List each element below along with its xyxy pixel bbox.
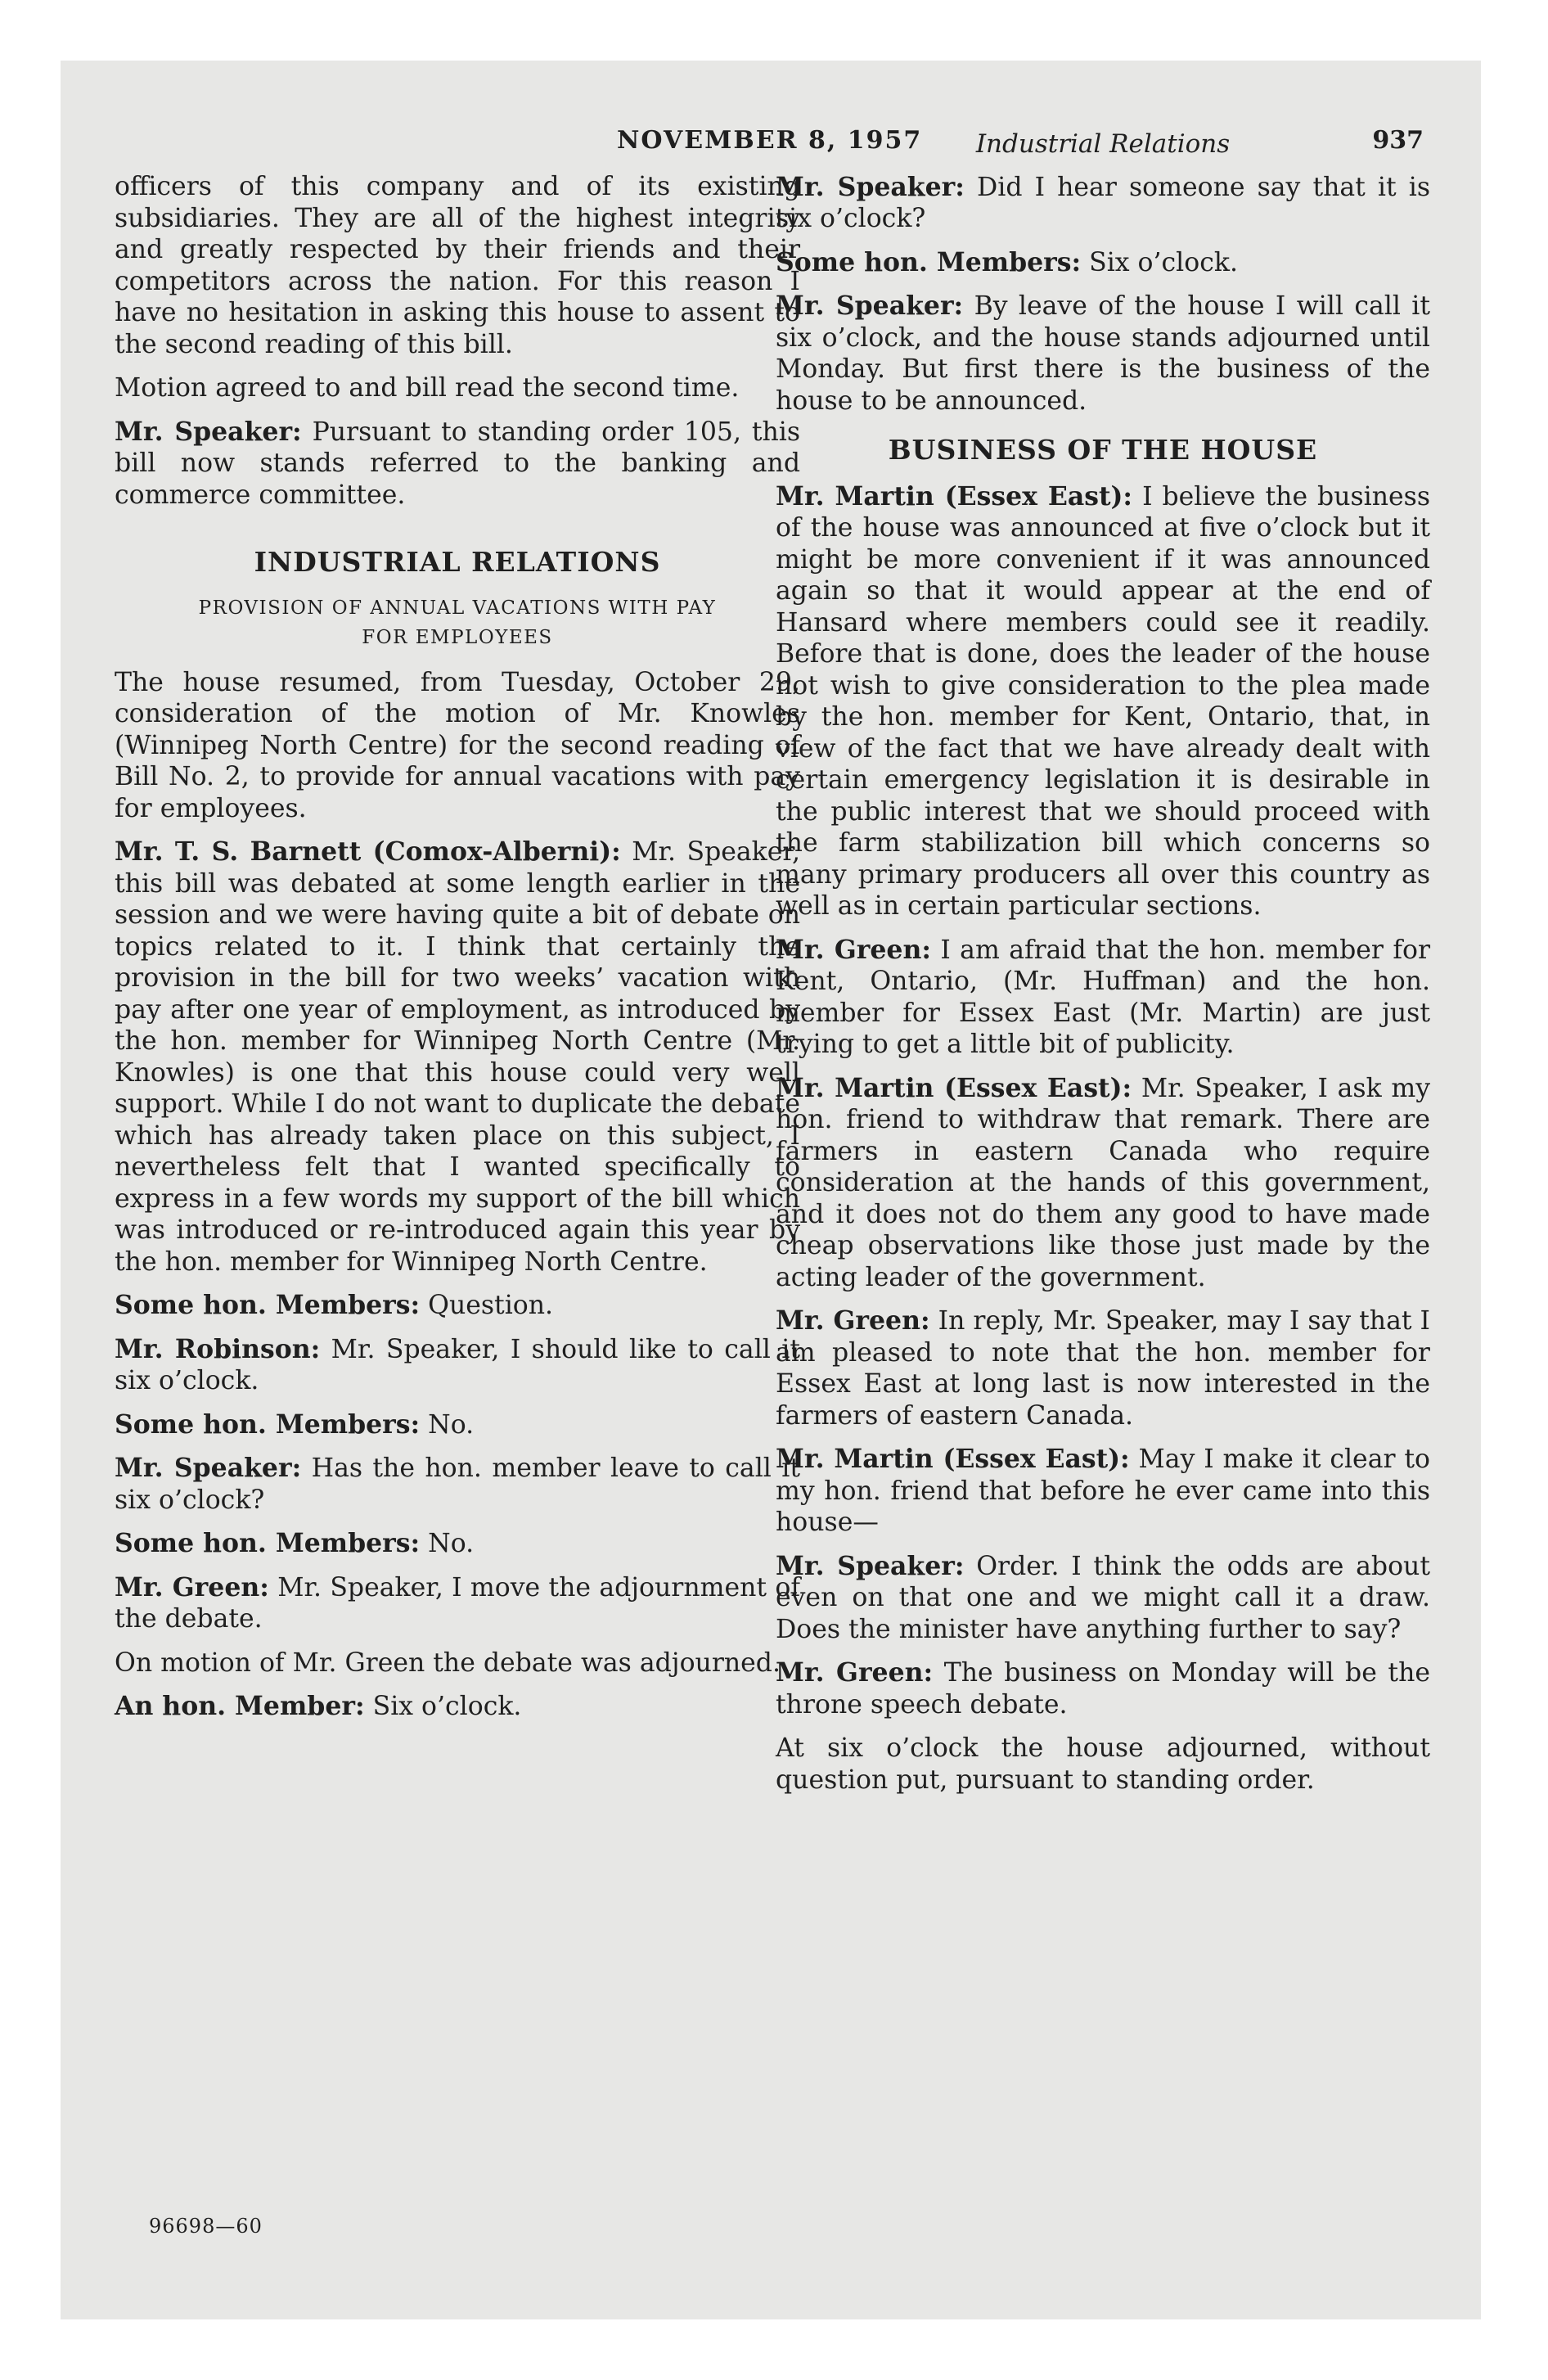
paragraph bbox=[115, 836, 800, 1278]
section-title-industrial-relations: INDUSTRIAL RELATIONS bbox=[254, 546, 661, 578]
paragraph bbox=[115, 1572, 800, 1635]
speaker-label: Mr. Martin (Essex East): bbox=[776, 1072, 1132, 1103]
speaker-label: Mr. T. S. Barnett (Comox-Alberni): bbox=[115, 836, 621, 867]
paragraph-text: Has the hon. member leave to call it six o’clock? bbox=[115, 1454, 800, 1515]
paragraph bbox=[115, 1290, 800, 1322]
paragraph-text: Did I hear someone say that it is six o’clock? bbox=[776, 172, 1430, 233]
paragraph bbox=[115, 1409, 800, 1441]
paragraph bbox=[115, 372, 800, 404]
speaker-label: Mr. Green: bbox=[776, 1657, 934, 1688]
header-date: NOVEMBER 8, 1957 bbox=[617, 126, 923, 155]
speaker-label: Mr. Martin (Essex East): bbox=[776, 480, 1133, 512]
section-title-business-of-the-house: BUSINESS OF THE HOUSE bbox=[888, 434, 1318, 466]
paragraph bbox=[776, 1305, 1430, 1431]
paragraph bbox=[776, 172, 1430, 235]
section-subtitle bbox=[115, 593, 800, 652]
paragraph-text: The business on Monday will be the throne speech debate. bbox=[776, 1658, 1430, 1720]
speaker-label: Some hon. Members: bbox=[115, 1290, 421, 1320]
paragraph-text: Mr. Speaker, I should like to call it six o’clock. bbox=[115, 1334, 800, 1395]
left-paragraphs-2 bbox=[115, 667, 800, 1723]
subtitle-line-2: FOR EMPLOYEES bbox=[362, 626, 553, 648]
paragraph bbox=[776, 1073, 1430, 1294]
paragraph-text: May I make it clear to my hon. friend that before he ever came into this house— bbox=[776, 1445, 1430, 1537]
right-paragraphs-2 bbox=[776, 481, 1430, 1796]
speaker-label: Mr. Green: bbox=[776, 1305, 930, 1336]
paragraph-text: officers of this company and of its existing subsidiaries. They are all of the highest integrity and greatly respected by their friends and their competitors across the nation. For this reason I have no hesitation in asking this house to assent to the second reading of this bill. bbox=[115, 172, 800, 359]
speaker-label: An hon. Member: bbox=[115, 1691, 365, 1721]
speaker-label: Some hon. Members: bbox=[115, 1409, 421, 1440]
paragraph bbox=[115, 417, 800, 512]
paragraph-text: I am afraid that the hon. member for Kent, Ontario, (Mr. Huffman) and the hon. member for Essex East (Mr. Martin) are just trying to get a little bit of publicity. bbox=[776, 935, 1430, 1059]
paragraph bbox=[776, 481, 1430, 922]
left-paragraphs-1 bbox=[115, 171, 800, 511]
speaker-label: Mr. Speaker: bbox=[115, 416, 302, 447]
paragraph-text: Mr. Speaker, I ask my hon. friend to withdraw that remark. There are farmers in eastern Canada who require consideration at the hands of this government, and it does not do them any good to have made cheap observations like those just made by the acting leader of the government. bbox=[776, 1073, 1430, 1292]
paragraph-text: Order. I think the odds are about even on that one and we might call it a draw. Does the minister have anything further to say? bbox=[776, 1551, 1430, 1644]
speaker-label: Mr. Speaker: bbox=[776, 171, 965, 202]
speaker-label: Mr. Green: bbox=[115, 1571, 269, 1602]
paragraph-text: On motion of Mr. Green the debate was adjourned. bbox=[115, 1648, 781, 1678]
paragraph bbox=[776, 291, 1430, 417]
paragraph-text: In reply, Mr. Speaker, may I say that I am pleased to note that the hon. member for Essex East at long last is now interested in the farmers of eastern Canada. bbox=[776, 1306, 1430, 1431]
paragraph bbox=[115, 667, 800, 825]
right-paragraphs-1 bbox=[776, 172, 1430, 417]
page-number: 937 bbox=[1372, 126, 1424, 155]
speaker-label: Mr. Martin (Essex East): bbox=[776, 1444, 1130, 1474]
speaker-label: Mr. Speaker: bbox=[115, 1453, 302, 1483]
paragraph-text: Motion agreed to and bill read the second time. bbox=[115, 373, 740, 403]
speaker-label: Some hon. Members: bbox=[776, 246, 1082, 277]
paragraph-text: At six o’clock the house adjourned, without question put, pursuant to standing order. bbox=[776, 1733, 1430, 1795]
paragraph bbox=[776, 935, 1430, 1061]
paragraph bbox=[776, 247, 1430, 279]
paragraph-text: Six o’clock. bbox=[1089, 247, 1238, 277]
paragraph bbox=[115, 1648, 800, 1679]
paragraph-text: The house resumed, from Tuesday, October 29, consideration of the motion of Mr. Knowles (Winnipeg North Centre) for the second reading of Bill No. 2, to provide for annual vacations with pay for employees. bbox=[115, 667, 800, 823]
paragraph bbox=[776, 1444, 1430, 1539]
paragraph-text: No. bbox=[428, 1409, 475, 1440]
paragraph bbox=[115, 1528, 800, 1560]
paragraph-text: Question. bbox=[428, 1291, 554, 1320]
paragraph bbox=[115, 1691, 800, 1723]
paragraph-text: I believe the business of the house was announced at five o’clock but it might be more convenient if it was announced again so that it would appear at the end of Hansard where members could see it readily. Before that is done, does the leader of the house not wish to give consideration to the plea made by the hon. member for Kent, Ontario, that, in view of the fact that we have already dealt with certain emergency legislation it is desirable in the public interest that we should proceed with the farm stabilization bill which concerns so many primary producers all over this country as well as in certain particular sections. bbox=[776, 481, 1431, 921]
speaker-label: Mr. Speaker: bbox=[776, 1550, 965, 1581]
paragraph-text: By leave of the house I will call it six o’clock, and the house stands adjourned until Monday. But first there is the business of the house to be announced. bbox=[776, 291, 1431, 416]
speaker-label: Some hon. Members: bbox=[115, 1528, 421, 1558]
footer-code: 96698—60 bbox=[149, 2215, 263, 2238]
paragraph bbox=[776, 1733, 1430, 1796]
paragraph bbox=[776, 1657, 1430, 1720]
paragraph bbox=[115, 1453, 800, 1516]
speaker-label: Mr. Speaker: bbox=[776, 291, 964, 321]
paragraph-text: Mr. Speaker, this bill was debated at some length earlier in the session and we were having quite a bit of debate on topics related to it. I think that certainly the provision in the bill for two weeks’ vacation with pay after one year of employment, as introduced by the hon. member for Winnipeg North Centre (Mr. Knowles) is one that this house could very well support. While I do not want to duplicate the debate which has already taken place on this subject, I nevertheless felt that I wanted specifically to express in a few words my support of the bill which was introduced or re-introduced again this year by the hon. member for Winnipeg North Centre. bbox=[115, 837, 800, 1277]
running-head: Industrial Relations bbox=[975, 129, 1231, 159]
paragraph-text: Six o’clock. bbox=[372, 1692, 522, 1721]
paragraph bbox=[115, 171, 800, 360]
paragraph-text: Mr. Speaker, I move the adjournment of the debate. bbox=[115, 1572, 801, 1634]
paragraph bbox=[115, 1334, 800, 1397]
paragraph-text: No. bbox=[428, 1529, 475, 1558]
speaker-label: Mr. Green: bbox=[776, 934, 931, 965]
page-scan bbox=[61, 61, 1481, 2319]
left-column bbox=[115, 171, 800, 1735]
subtitle-line-1: PROVISION OF ANNUAL VACATIONS WITH PAY bbox=[198, 597, 717, 619]
speaker-label: Mr. Robinson: bbox=[115, 1333, 321, 1364]
paragraph bbox=[776, 1551, 1430, 1646]
paragraph-text: Pursuant to standing order 105, this bill now stands referred to the banking and commerce committee. bbox=[115, 417, 801, 510]
